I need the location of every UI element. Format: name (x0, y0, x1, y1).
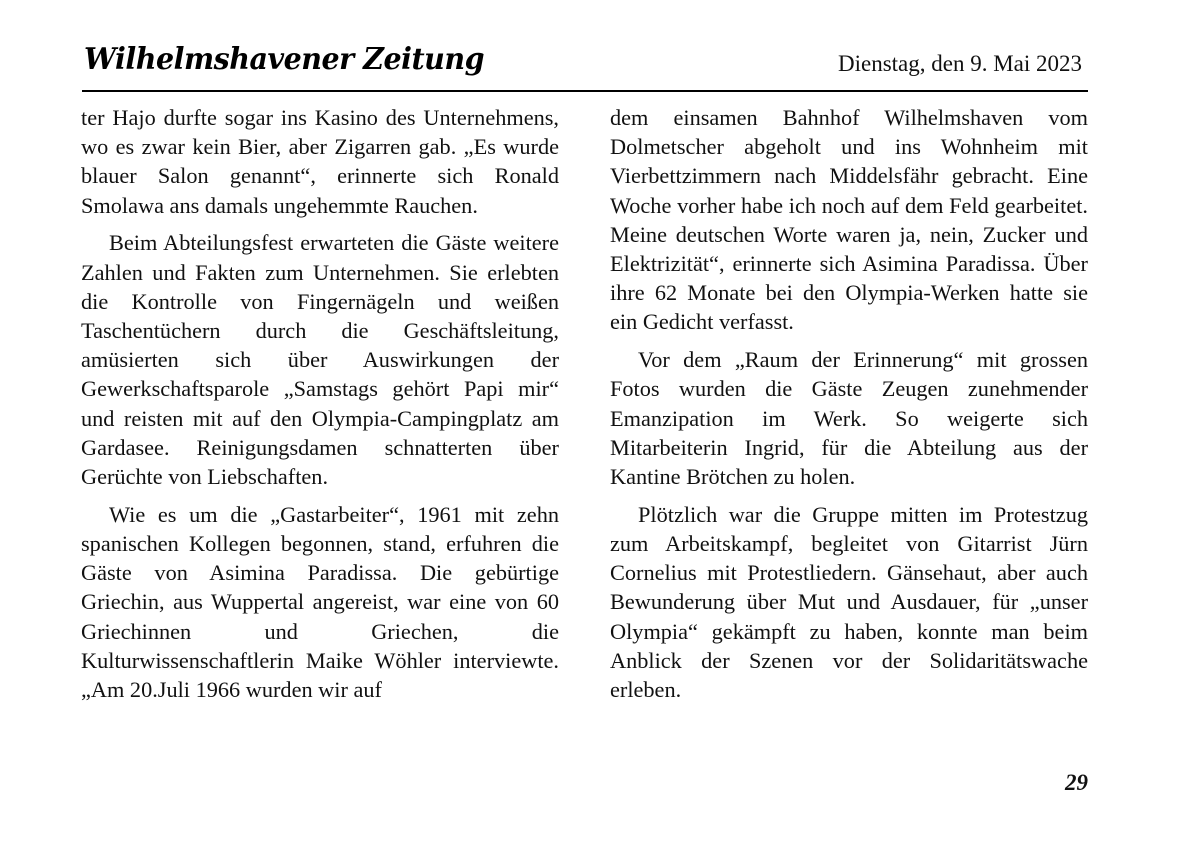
paragraph: Vor dem „Raum der Erinnerung“ mit grossen Fotos wurden die Gäste Zeugen zunehmender Emanzipation im Werk. So weigerte sich Mitarbeiterin Ingrid, für die Abteilung aus der Kantine Brötchen zu holen. (610, 347, 1088, 490)
article-column-left (81, 103, 559, 713)
masthead (82, 38, 1088, 90)
newspaper-name: Wilhelmshavener Zeitung (84, 42, 485, 77)
paragraph: Beim Abteilungsfest erwarteten die Gäste weitere Zahlen und Fakten zum Unternehmen. Sie erlebten die Kontrolle von Fingernägeln und weißen Taschentüchern durch die Geschäftsleitung, amüsierten sich über Auswirkungen der Gewerkschaftsparole „Samstags gehört Papi mir“ und reisten mit auf den Olympia-Campingplatz am Gardasee. Reinigungsdamen schnatterten über Gerüchte von Liebschaften. (81, 230, 559, 490)
issue-date: Dienstag, den 9. Mai 2023 (837, 51, 1082, 76)
article-column-right (610, 103, 1088, 713)
paragraph: Wie es um die „Gastarbeiter“, 1961 mit zehn spanischen Kollegen begonnen, stand, erfuhren die Gäste von Asimina Paradissa. Die gebürtige Griechin, aus Wuppertal angereist, war eine von 60 Griechinnen und Griechen, die Kulturwissenschaftlerin Maike Wöhler interviewte. „Am 20.Juli 1966 wurden wir auf (81, 501, 559, 703)
header-rule (82, 90, 1088, 92)
paragraph: ter Hajo durfte sogar ins Kasino des Unternehmens, wo es zwar kein Bier, aber Zigarren gab. „Es wurde blauer Salon genannt“, erinnerte sich Ronald Smolawa ans damals ungehemmte Rauchen. (81, 105, 559, 218)
newspaper-logo (84, 42, 484, 77)
page-number: 29 (1065, 770, 1088, 795)
paragraph: dem einsamen Bahnhof Wilhelmshaven vom Dolmetscher abgeholt und ins Wohnheim mit Vierbettzimmern nach Middelsfähr gebracht. Eine Woche vorher habe ich noch auf dem Feld gearbeitet. Meine deutschen Worte waren ja, nein, Zucker und Elektrizität“, erinnerte sich Asimina Paradissa. Über ihre 62 Monate bei den Olympia-Werken hatte sie ein Gedicht verfasst. (610, 105, 1088, 335)
paragraph: Plötzlich war die Gruppe mitten im Protestzug zum Arbeitskampf, begleitet von Gitarrist Jürn Cornelius mit Protestliedern. Gänsehaut, aber auch Bewunderung über Mut und Ausdauer, für „unser Olympia“ gekämpft zu haben, konnte man beim Anblick der Szenen vor der Solidaritätswache erleben. (610, 501, 1088, 703)
